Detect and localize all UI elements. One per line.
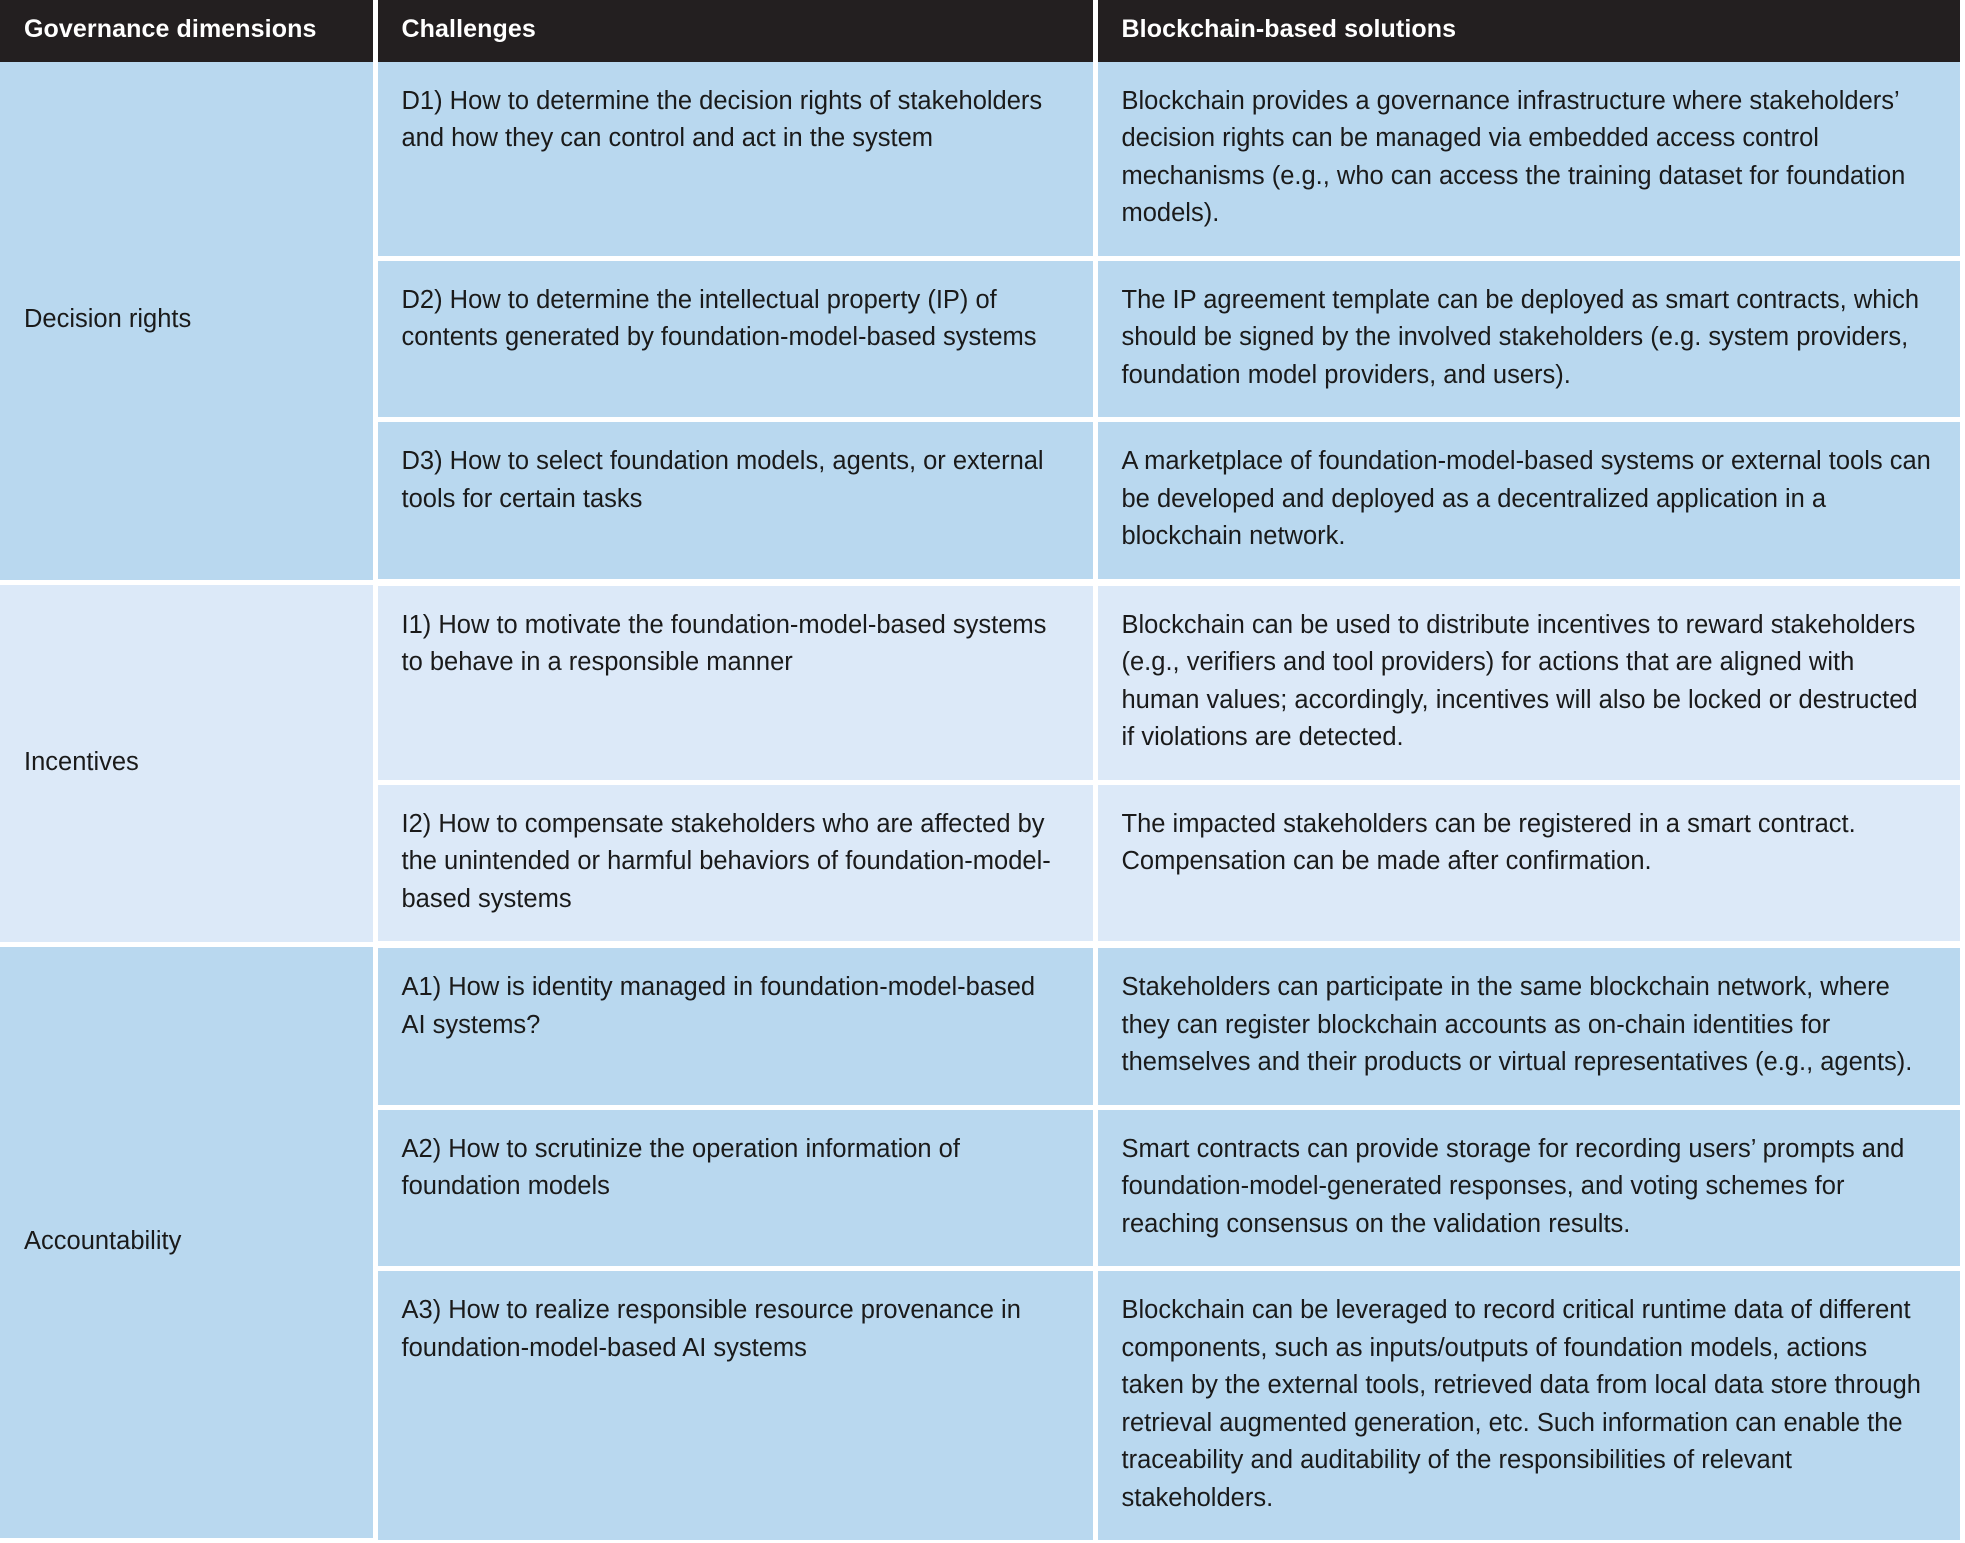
challenge-cell-a1: A1) How is identity managed in foundation-model-based AI systems? <box>375 945 1095 1107</box>
solution-cell-i1: Blockchain can be used to distribute incentives to reward stakeholders (e.g., verifiers and tool providers) for actions that are aligned with human values; accordingly, incentives will also be locked or destructed if violations are detected. <box>1095 582 1960 782</box>
table-header <box>0 0 1960 62</box>
solution-cell-a1: Stakeholders can participate in the same blockchain network, where they can register blockchain accounts as on-chain identities for themselves and their products or virtual representatives (e.g., agents). <box>1095 945 1960 1107</box>
challenge-cell-d2: D2) How to determine the intellectual property (IP) of contents generated by foundation-model-based systems <box>375 258 1095 419</box>
solution-cell-a3: Blockchain can be leveraged to record critical runtime data of different components, such as inputs/outputs of foundation models, actions taken by the external tools, retrieved data from local data store through retrieval augmented generation, etc. Such information can enable the traceability and auditability of the responsibilities of relevant stakeholders. <box>1095 1269 1960 1540</box>
solution-cell-d2: The IP agreement template can be deployed as smart contracts, which should be signed by the involved stakeholders (e.g. system providers, foundation model providers, and users). <box>1095 258 1960 419</box>
solution-cell-d3: A marketplace of foundation-model-based systems or external tools can be developed and deployed as a decentralized application in a blockchain network. <box>1095 420 1960 582</box>
challenge-cell-d1: D1) How to determine the decision rights of stakeholders and how they can control and act in the system <box>375 62 1095 258</box>
solution-cell-a2: Smart contracts can provide storage for recording users’ prompts and foundation-model-generated responses, and voting schemes for reaching consensus on the validation results. <box>1095 1107 1960 1268</box>
dimension-cell-decision-rights: Decision rights <box>0 62 375 582</box>
dimension-cell-incentives: Incentives <box>0 582 375 944</box>
challenge-cell-i2: I2) How to compensate stakeholders who are affected by the unintended or harmful behaviors of foundation-model-based systems <box>375 782 1095 944</box>
table-row <box>0 945 1960 1107</box>
solution-cell-d1: Blockchain provides a governance infrastructure where stakeholders’ decision rights can be managed via embedded access control mechanisms (e.g., who can access the training dataset for foundation models). <box>1095 62 1960 258</box>
challenge-cell-d3: D3) How to select foundation models, agents, or external tools for certain tasks <box>375 420 1095 582</box>
dimension-cell-accountability: Accountability <box>0 945 375 1540</box>
solution-cell-i2: The impacted stakeholders can be registered in a smart contract. Compensation can be made after confirmation. <box>1095 782 1960 944</box>
column-header-governance-dimensions: Governance dimensions <box>0 0 375 62</box>
table-body <box>0 62 1960 1540</box>
challenge-cell-a2: A2) How to scrutinize the operation information of foundation models <box>375 1107 1095 1268</box>
table-row <box>0 582 1960 782</box>
challenge-cell-i1: I1) How to motivate the foundation-model-based systems to behave in a responsible manner <box>375 582 1095 782</box>
column-header-challenges: Challenges <box>375 0 1095 62</box>
column-header-blockchain-based-solutions: Blockchain-based solutions <box>1095 0 1960 62</box>
table-row <box>0 62 1960 258</box>
header-row <box>0 0 1960 62</box>
challenge-cell-a3: A3) How to realize responsible resource provenance in foundation-model-based AI systems <box>375 1269 1095 1540</box>
